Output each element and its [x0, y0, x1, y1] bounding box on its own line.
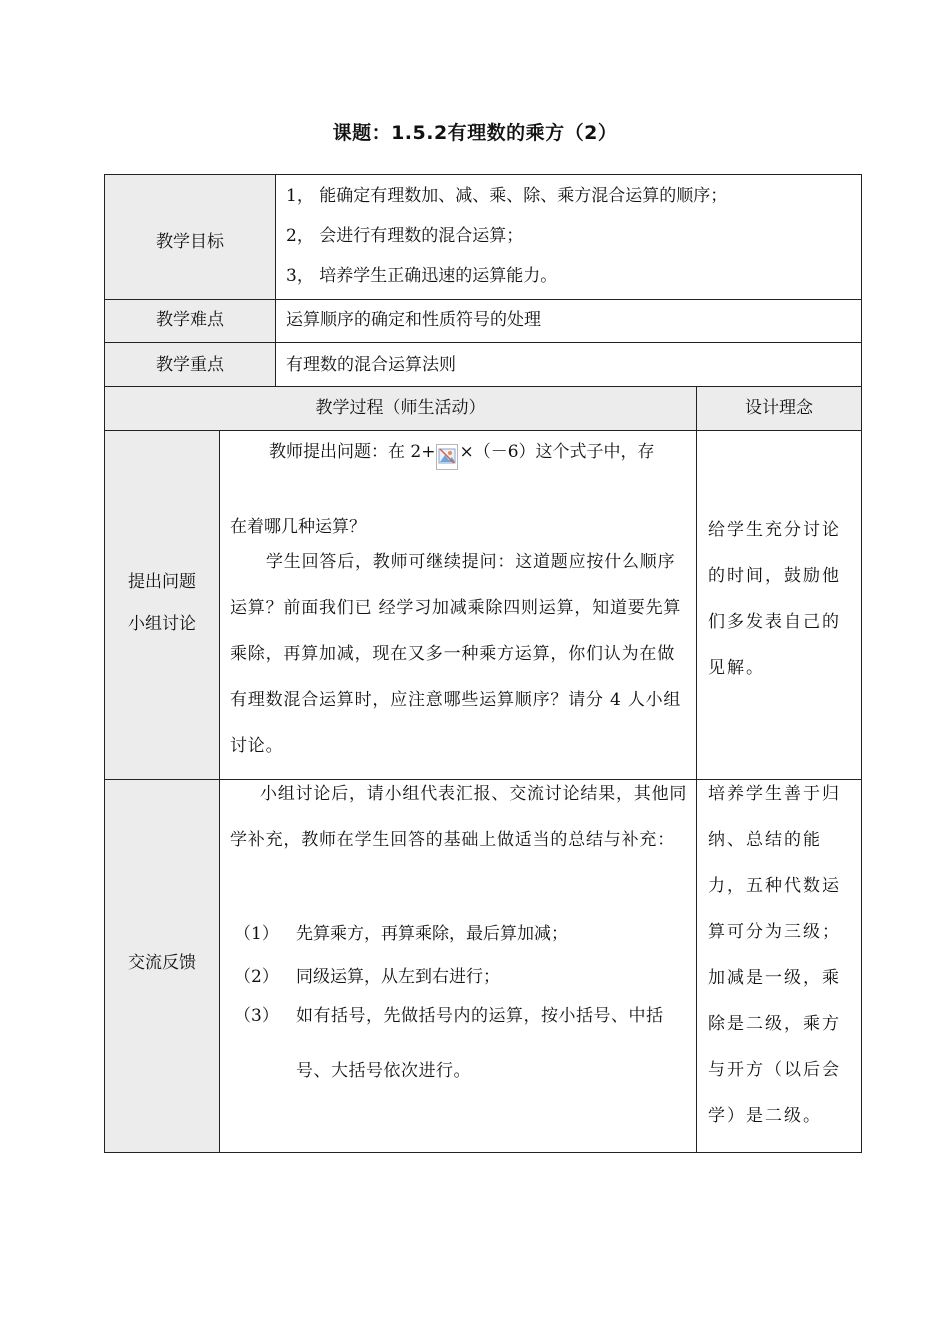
- rule-2-number: （2）: [234, 967, 279, 987]
- objective-item-2: 2， 会进行有理数的混合运算；: [286, 226, 524, 246]
- difficulty-content-cell: [275, 299, 862, 343]
- keypoint-content-cell: [275, 342, 862, 387]
- keypoint-label-cell: [104, 342, 276, 387]
- section1-content-cell: [219, 430, 697, 780]
- section2-concept-cell: [696, 779, 862, 1153]
- section1-line2: 在着哪几种运算？: [230, 517, 366, 537]
- question-after-text: ×（－6）这个式子中，存: [459, 442, 655, 462]
- rule-2-text: 同级运算，从左到右进行；: [296, 967, 500, 987]
- objective-item-1: 1， 能确定有理数加、减、乘、除、乘方混合运算的顺序；: [286, 186, 728, 206]
- rule-3-number: （3）: [234, 1006, 279, 1026]
- lesson-plan-table: [104, 174, 862, 1153]
- section1-label-line1: 提出问题: [128, 572, 196, 592]
- keypoint-label: 教学重点: [156, 355, 224, 375]
- rule-1-number: （1）: [234, 924, 279, 944]
- page-title: 课题：1.5.2有理数的乘方（2）: [332, 122, 618, 144]
- objectives-label: 教学目标: [156, 232, 224, 252]
- section1-question-line: [269, 437, 655, 470]
- objectives-label-cell: [104, 174, 276, 300]
- broken-image-icon: [436, 444, 458, 470]
- section1-label-line2: 小组讨论: [128, 614, 196, 634]
- difficulty-label: 教学难点: [156, 310, 224, 330]
- section1-paragraph: 学生回答后，教师可继续提问：这道题应按什么顺序运算？前面我们已 经学习加减乘除四则运算，知道要先算乘除，再算加减，现在又多一种乘方运算，你们认为在做有理数混合运算时，应注意哪些运算顺序？请分 4 人小组讨论。: [230, 552, 682, 756]
- section2-concept: 培养学生善于归纳、总结的能力，五种代数运算可分为三级；加减是一级，乘除是二级，乘方与开方（以后会学）是二级。: [708, 784, 841, 1126]
- objective-item-3: 3， 培养学生正确迅速的运算能力。: [286, 266, 558, 286]
- rule-1-text: 先算乘方，再算乘除，最后算加减；: [296, 924, 568, 944]
- question-before-text: 教师提出问题：在 2+: [269, 442, 436, 462]
- difficulty-text: 运算顺序的确定和性质符号的处理: [286, 310, 541, 330]
- keypoint-text: 有理数的混合运算法则: [286, 355, 456, 375]
- section2-label: 交流反馈: [128, 953, 196, 973]
- section2-intro: 小组讨论后，请小组代表汇报、交流讨论结果，其他同学补充，教师在学生回答的基础上做适当的总结与补充：: [230, 784, 688, 850]
- difficulty-label-cell: [104, 299, 276, 343]
- section1-concept-cell: [696, 430, 862, 780]
- process-header: 教学过程（师生活动）: [315, 398, 486, 418]
- rule-3-text: 如有括号，先做括号内的运算，按小括号、中括号、大括号依次进行。: [296, 1006, 664, 1081]
- concept-header: 设计理念: [745, 398, 813, 418]
- process-header-cell: [104, 386, 697, 431]
- concept-header-cell: [696, 386, 862, 431]
- section1-label-cell: [104, 430, 220, 780]
- section2-label-cell: [104, 779, 220, 1153]
- section1-concept: 给学生充分讨论的时间，鼓励他们多发表自己的见解。: [708, 520, 841, 678]
- objectives-content-cell: [275, 174, 862, 300]
- section2-content-cell: [219, 779, 697, 1153]
